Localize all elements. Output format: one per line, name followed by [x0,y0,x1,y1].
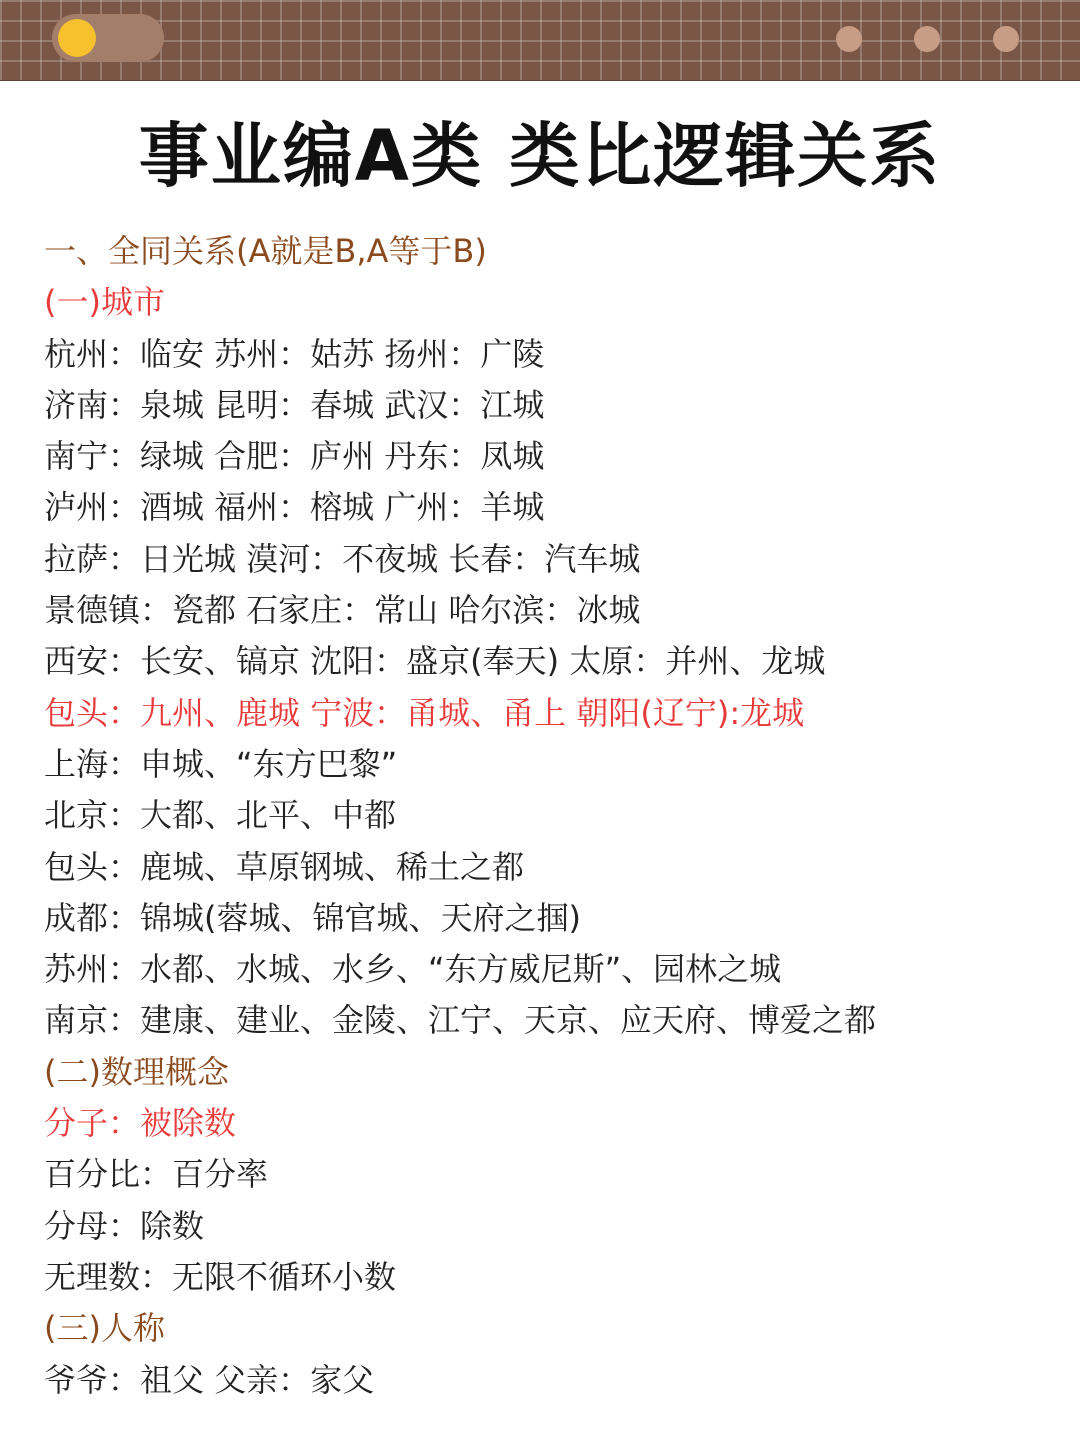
highlighted-line: 包头：九州、鹿城 宁波：甬城、甬上 朝阳(辽宁):龙城 [44,693,805,732]
content-line: 拉萨：日光城 漠河：不夜城 长春：汽车城 [44,539,641,578]
page-title: 事业编A类 类比逻辑关系 [138,115,942,197]
content-line: 分母：除数 [44,1206,205,1245]
content-line: 景德镇：瓷都 石家庄：常山 哈尔滨：冰城 [44,591,641,630]
subsection-heading: (三)人称 [44,1309,165,1348]
subsection-heading: (二)数理概念 [44,1052,229,1091]
content-line: 百分比：百分率 [44,1155,269,1194]
content-line: 西安：长安、镐京 沈阳：盛京(奉天) 太原：并州、龙城 [44,642,826,681]
content-line: 北京：大都、北平、中都 [44,796,397,835]
section-heading: 一、全同关系(A就是B,A等于B) [44,232,487,270]
header-dot [914,26,940,52]
content-line: 无理数：无限不循环小数 [44,1257,397,1296]
header-dot [993,26,1019,52]
content-line: 包头：鹿城、草原钢城、稀土之都 [44,847,525,886]
content-line: 南宁：绿城 合肥：庐州 丹东：凤城 [44,437,545,476]
grid-header-bar [0,0,1080,81]
toggle-decoration [52,14,164,62]
line-list [44,277,1050,1406]
content-line: 爷爷：祖父 父亲：家父 [44,1360,375,1399]
subsection-heading: (一)城市 [44,283,165,322]
content-line: 泸州：酒城 福州：榕城 广州：羊城 [44,488,545,527]
content-line: 南京：建康、建业、金陵、江宁、天京、应天府、博爱之都 [44,1001,877,1040]
content-body [44,226,1050,1406]
content-line: 上海：申城、“东方巴黎” [44,744,398,783]
content-line: 成都：锦城(蓉城、锦官城、天府之掴) [44,898,581,937]
highlighted-line: 分子：被除数 [44,1104,237,1143]
content-line: 苏州：水都、水城、水乡、“东方威尼斯”、园林之城 [44,950,782,989]
content-line: 杭州：临安 苏州：姑苏 扬州：广陵 [44,334,545,373]
toggle-knob [58,19,96,57]
header-dot [836,26,862,52]
content-line: 济南：泉城 昆明：春城 武汉：江城 [44,385,545,424]
